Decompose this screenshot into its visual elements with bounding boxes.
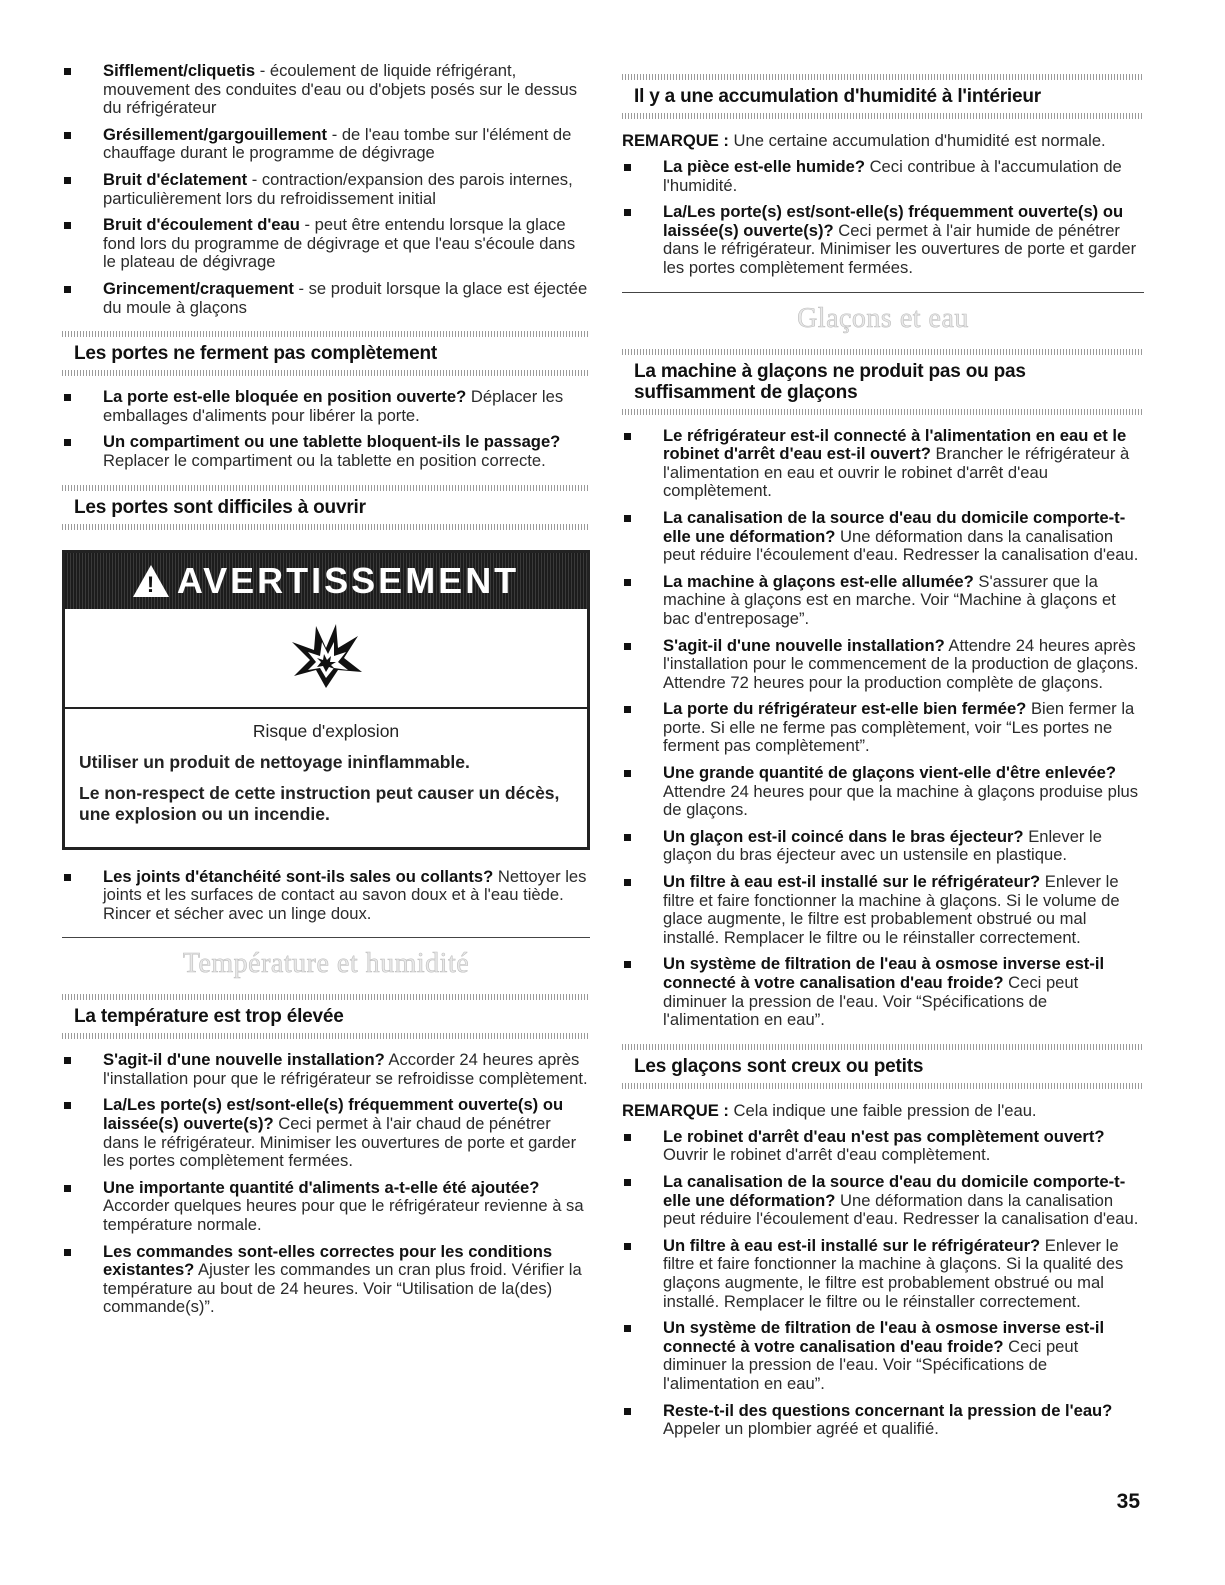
list-item	[622, 828, 1144, 865]
item-text: - contraction/expansion des parois internes, particulièrement lors du refroidissement initial	[103, 169, 573, 208]
item-text: Bien fermer la porte. Si elle ne ferme pas complètement, voir “Les portes ne ferment pas complètement”.	[663, 699, 1135, 756]
list-item	[622, 1402, 1144, 1439]
item-text: Appeler un plombier agréé et qualifié.	[663, 1419, 939, 1439]
hatch-divider	[62, 1033, 590, 1039]
subhead-temp-high	[62, 994, 590, 1039]
item-text: Ceci permet à l'air humide de pénétrer dans le réfrigérateur. Minimiser les ouvertures de porte et garder les portes complètement fermées.	[663, 220, 1137, 277]
item-text: Ceci contribue à l'accumulation de l'humidité.	[663, 157, 1122, 195]
list-item	[62, 1179, 590, 1235]
item-term: Le réfrigérateur est-il connecté à l'alimentation en eau et le robinet d'arrêt d'eau est-il ouvert?	[663, 425, 1127, 464]
humidity-note	[622, 131, 1144, 150]
item-text: Accorder quelques heures pour que le réfrigérateur revienne à sa température normale.	[103, 1196, 584, 1235]
page-number: 35	[1116, 1490, 1140, 1513]
item-term: Bruit d'écoulement d'eau	[103, 215, 300, 235]
item-term: Un système de filtration de l'eau à osmose inverse est-il connecté à votre canalisation d'eau froide?	[663, 1318, 1105, 1356]
temp-high-list	[62, 1051, 590, 1317]
list-item	[622, 1173, 1144, 1229]
explosion-graphic	[286, 618, 366, 698]
item-text: Une déformation dans la canalisation peut réduire l'écoulement d'eau. Redresser la canalisation d'eau.	[663, 526, 1139, 565]
list-item	[62, 1096, 590, 1170]
list-item	[62, 868, 590, 924]
hatch-divider	[622, 74, 1144, 80]
list-item	[622, 158, 1144, 195]
item-term: La canalisation de la source d'eau du domicile comporte-t-elle une déformation?	[663, 507, 1126, 546]
list-item	[622, 1128, 1144, 1165]
item-text: Attendre 24 heures pour que la machine à glaçons produise plus de glaçons.	[663, 781, 1139, 820]
gasket-list	[62, 868, 590, 924]
item-text: Attendre 24 heures après l'installation pour le commencement de la production de glaçons. Attendre 72 heures pour la production complète de glaçons.	[663, 635, 1139, 692]
warning-risk: Risque d'explosion	[252, 720, 400, 741]
hatch-divider	[622, 349, 1144, 355]
item-term: La/Les porte(s) est/sont-elle(s) fréquemment ouverte(s) ou laissée(s) ouverte(s)?	[663, 202, 1124, 240]
list-item	[62, 216, 590, 272]
item-term: La porte est-elle bloquée en position ouverte?	[103, 387, 467, 407]
list-item	[622, 1237, 1144, 1311]
item-text: - écoulement de liquide réfrigérant, mouvement des conduites d'eau ou d'objets posés sur le dessus du réfrigérateur	[103, 61, 578, 118]
ice-small-list	[622, 1128, 1144, 1439]
item-term: La pièce est-elle humide?	[663, 157, 865, 176]
item-term: Un glaçon est-il coincé dans le bras éjecteur?	[663, 826, 1024, 846]
heading-ice-small: Les glaçons sont creux ou petits	[634, 1055, 924, 1077]
warning-body	[65, 709, 587, 847]
warning-triangle-icon: !	[133, 565, 169, 597]
item-term: Une grande quantité de glaçons vient-elle d'être enlevée?	[663, 763, 1117, 783]
item-term: S'agit-il d'une nouvelle installation?	[103, 1050, 385, 1070]
list-item	[622, 509, 1144, 565]
section-title-ice: Glaçons et eau	[797, 302, 969, 334]
list-item	[62, 1051, 590, 1088]
list-item	[622, 764, 1144, 820]
explosion-icon	[65, 609, 587, 709]
list-item	[62, 388, 590, 425]
hatch-divider	[62, 994, 590, 1000]
humidity-list	[622, 158, 1144, 278]
item-term: Bruit d'éclatement	[103, 169, 248, 189]
item-text: Enlever le filtre et faire fonctionner la machine à glaçons. Si la qualité des glaçons augmente, le filtre est probablement obstrué ou mal installé. Remplacer le filtre ou le réinstaller correctement.	[663, 1235, 1124, 1311]
item-term: La machine à glaçons est-elle allumée?	[663, 571, 974, 591]
item-term: Grincement/craquement	[103, 278, 294, 298]
item-text: Enlever le glaçon du bras éjecteur avec un ustensile en plastique.	[663, 826, 1102, 865]
list-item	[622, 955, 1144, 1029]
subhead-ice-none	[622, 349, 1144, 415]
hatch-divider	[622, 113, 1144, 119]
hatch-divider	[622, 1083, 1144, 1089]
item-text: - de l'eau tombe sur l'élément de chauffage durant le programme de dégivrage	[103, 124, 572, 163]
section-title-temperature: Température et humidité	[182, 948, 470, 980]
list-item	[622, 700, 1144, 756]
subhead-doors-hard	[62, 485, 590, 530]
item-text: Accorder 24 heures après l'installation pour que le réfrigérateur se refroidisse complètement.	[103, 1050, 588, 1088]
heading-doors-hard: Les portes sont difficiles à ouvrir	[74, 496, 366, 518]
list-item	[622, 573, 1144, 629]
warning-line-2: Le non-respect de cette instruction peut causer un décès, une explosion ou un incendie.	[79, 782, 560, 824]
subhead-doors-not-close	[62, 331, 590, 376]
item-term: Sifflement/cliquetis	[103, 61, 256, 80]
list-item	[62, 62, 590, 118]
item-text: Ceci peut diminuer la pression de l'eau. Voir “Spécifications de l'alimentation en eau”.	[663, 973, 1079, 1030]
list-item	[62, 280, 590, 317]
item-text: Ouvrir le robinet d'arrêt d'eau complètement.	[663, 1145, 991, 1165]
doors-not-close-list	[62, 388, 590, 470]
item-text: Enlever le filtre et faire fonctionner la machine à glaçons. Si le volume de glace augmente, le filtre est probablement obstrué ou mal installé. Remplacer le filtre ou le réinstaller correctement.	[663, 872, 1120, 947]
list-item	[622, 203, 1144, 277]
warning-box	[62, 550, 590, 850]
item-text: Une déformation dans la canalisation peut réduire l'écoulement d'eau. Redresser la canalisation d'eau.	[663, 1190, 1139, 1229]
item-term: S'agit-il d'une nouvelle installation?	[663, 635, 945, 655]
note-label: REMARQUE :	[622, 1100, 729, 1120]
item-term: La canalisation de la source d'eau du domicile comporte-t-elle une déformation?	[663, 1171, 1126, 1210]
list-item	[622, 637, 1144, 693]
list-item	[622, 427, 1144, 501]
noise-list	[62, 62, 590, 317]
list-item	[62, 126, 590, 163]
item-term: Une importante quantité d'aliments a-t-elle été ajoutée?	[103, 1177, 540, 1197]
item-text: S'assurer que la machine à glaçons est en marche. Voir “Machine à glaçons et bac d'entreposage”.	[663, 571, 1116, 628]
list-item	[62, 433, 590, 470]
hatch-divider	[62, 524, 590, 530]
list-item	[62, 1243, 590, 1317]
subhead-humidity	[622, 74, 1144, 119]
item-text: Nettoyer les joints et les surfaces de contact au savon doux et à l'eau tiède. Rincer et sécher avec un linge doux.	[103, 866, 587, 923]
list-item	[62, 171, 590, 208]
subhead-ice-small	[622, 1044, 1144, 1089]
item-term: Un filtre à eau est-il installé sur le réfrigérateur?	[663, 1235, 1041, 1255]
note-text: Cela indique une faible pression de l'eau.	[728, 1100, 1037, 1120]
item-text: - se produit lorsque la glace est éjectée du moule à glaçons	[103, 278, 588, 317]
item-term: Grésillement/gargouillement	[103, 124, 328, 144]
warning-banner-text: AVERTISSEMENT	[176, 559, 520, 601]
item-term: Un système de filtration de l'eau à osmose inverse est-il connecté à votre canalisation d'eau froide?	[663, 954, 1105, 992]
hatch-divider	[62, 331, 590, 337]
warning-line-1: Utiliser un produit de nettoyage ininflammable.	[79, 751, 470, 772]
warning-banner	[65, 553, 587, 609]
section-rule	[62, 937, 590, 938]
hatch-divider	[62, 370, 590, 376]
item-term: Les commandes sont-elles correctes pour les conditions existantes?	[103, 1241, 553, 1280]
item-term: Un filtre à eau est-il installé sur le réfrigérateur?	[663, 872, 1041, 892]
item-term: La porte du réfrigérateur est-elle bien fermée?	[663, 699, 1027, 719]
hatch-divider	[622, 409, 1144, 415]
item-term: Les joints d'étanchéité sont-ils sales ou collants?	[103, 866, 494, 886]
item-text: - peut être entendu lorsque la glace fond lors du programme de dégivrage et que l'eau s'écoule dans le plateau de dégivrage	[103, 215, 576, 272]
heading-ice-none: La machine à glaçons ne produit pas ou pas suffisamment de glaçons	[634, 360, 1026, 403]
ice-none-list	[622, 427, 1144, 1030]
item-text: Déplacer les emballages d'aliments pour libérer la porte.	[103, 387, 564, 425]
item-term: La/Les porte(s) est/sont-elle(s) fréquemment ouverte(s) ou laissée(s) ouverte(s)?	[103, 1095, 564, 1134]
section-rule	[622, 292, 1144, 293]
item-text: Replacer le compartiment ou la tablette en position correcte.	[103, 450, 546, 470]
heading-doors-not-close: Les portes ne ferment pas complètement	[74, 343, 438, 365]
item-text: Ajuster les commandes un cran plus froid. Vérifier la température au bout de 24 heures. Voir “Utilisation de la(des) commande(s)”.	[103, 1260, 582, 1317]
right-column	[622, 74, 1144, 1447]
item-term: Le robinet d'arrêt d'eau n'est pas complètement ouvert?	[663, 1126, 1105, 1146]
note-label: REMARQUE :	[622, 131, 729, 150]
item-text: Brancher le réfrigérateur à l'alimentation en eau et ouvrir le robinet d'arrêt d'eau complètement.	[663, 444, 1130, 501]
list-item	[622, 1319, 1144, 1393]
ice-small-note	[622, 1101, 1144, 1120]
item-text: Ceci peut diminuer la pression de l'eau. Voir “Spécifications de l'alimentation en eau”.	[663, 1336, 1079, 1393]
heading-humidity: Il y a une accumulation d'humidité à l'intérieur	[634, 86, 1041, 107]
left-column	[62, 62, 590, 1325]
item-text: Ceci permet à l'air chaud de pénétrer dans le réfrigérateur. Minimiser les ouvertures de porte et garder les portes complètement fermées.	[103, 1114, 577, 1171]
list-item	[622, 873, 1144, 947]
hatch-divider	[622, 1044, 1144, 1050]
item-term: Un compartiment ou une tablette bloquent-ils le passage?	[103, 432, 561, 452]
hatch-divider	[62, 485, 590, 491]
item-term: Reste-t-il des questions concernant la pression de l'eau?	[663, 1400, 1113, 1420]
note-text: Une certaine accumulation d'humidité est normale.	[728, 131, 1106, 150]
heading-temp-high: La température est trop élevée	[74, 1006, 344, 1028]
